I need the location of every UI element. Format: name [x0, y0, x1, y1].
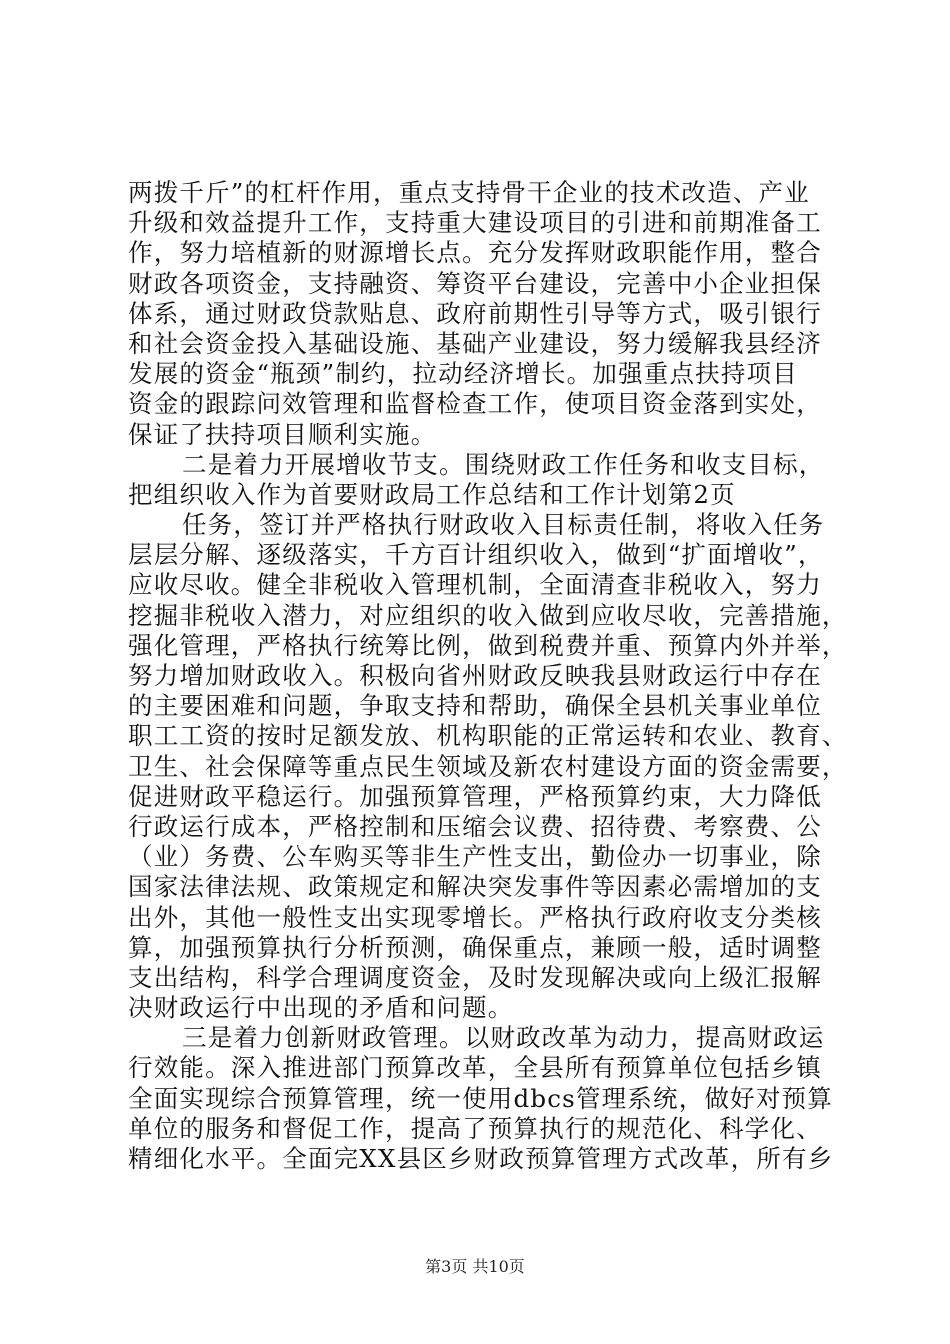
text-line: 促进财政平稳运行。加强预算管理，严格预算约束，大力降低 [128, 781, 822, 811]
text-line: 保证了扶持项目顺利实施。 [128, 419, 437, 449]
text-line: 发展的资金“瓶颈”制约，拉动经济增长。加强重点扶持项目 [128, 359, 798, 389]
text-line: 行效能。深入推进部门预算改革，全县所有预算单位包括乡镇 [128, 1053, 822, 1083]
text-line: 决财政运行中出现的矛盾和问题。 [128, 993, 514, 1023]
text-line: 支出结构，科学合理调度资金，及时发现解决或向上级汇报解 [128, 962, 822, 992]
text-line: 体系，通过财政贷款贴息、政府前期性引导等方式，吸引银行 [128, 298, 822, 328]
text-line: 国家法律法规、政策规定和解决突发事件等因素必需增加的支 [128, 872, 822, 902]
text-line: 挖掘非税收入潜力，对应组织的收入做到应收尽收，完善措施， [128, 600, 848, 630]
text-line: 资金的跟踪问效管理和监督检查工作，使项目资金落到实处， [128, 389, 822, 419]
text-line: 强化管理，严格执行统筹比例，做到税费并重、预算内外并举， [128, 630, 848, 660]
text-line: 应收尽收。健全非税收入管理机制，全面清查非税收入，努力 [128, 570, 822, 600]
text-line: 精细化水平。全面完XX县区乡财政预算管理方式改革，所有乡 [128, 1144, 834, 1173]
text-line: 职工工资的按时足额发放、机构职能的正常运转和农业、教育、 [128, 721, 848, 751]
text-line: 任务，签订并严格执行财政收入目标责任制，将收入任务 [182, 510, 825, 540]
text-line: 二是着力开展增收节支。围绕财政工作任务和收支目标， [182, 449, 825, 479]
text-line: 的主要困难和问题，争取支持和帮助，确保全县机关事业单位 [128, 691, 822, 721]
text-line: 层层分解、逐级落实，千方百计组织收入，做到“扩面增收”， [128, 540, 824, 570]
text-line: （业）务费、公车购买等非生产性支出，勤俭办一切事业，除 [128, 842, 822, 872]
text-line: 两拨千斤”的杠杆作用，重点支持骨干企业的技术改造、产业 [128, 178, 810, 207]
text-line: 算，加强预算执行分析预测，确保重点，兼顾一般，适时调整 [128, 932, 822, 962]
text-line: 出外，其他一般性支出实现零增长。严格执行政府收支分类核 [128, 902, 822, 932]
page-footer: 第3页 共10页 [425, 1257, 525, 1276]
text-line: 行政运行成本，严格控制和压缩会议费、招待费、考察费、公 [128, 811, 822, 841]
text-line: 作，努力培植新的财源增长点。充分发挥财政职能作用，整合 [128, 238, 822, 268]
text-line: 全面实现综合预算管理，统一使用dbcs管理系统，做好对预算 [128, 1083, 833, 1113]
text-line: 三是着力创新财政管理。以财政改革为动力，提高财政运 [182, 1023, 825, 1053]
text-line: 卫生、社会保障等重点民生领域及新农村建设方面的资金需要， [128, 751, 848, 781]
text-line: 单位的服务和督促工作，提高了预算执行的规范化、科学化、 [128, 1113, 822, 1143]
text-line: 努力增加财政收入。积极向省州财政反映我县财政运行中存在 [128, 661, 822, 690]
text-line: 财政各项资金，支持融资、筹资平台建设，完善中小企业担保 [128, 268, 822, 298]
text-line: 把组织收入作为首要财政局工作总结和工作计划第2页 [128, 479, 736, 509]
text-line: 和社会资金投入基础设施、基础产业建设，努力缓解我县经济 [128, 328, 822, 358]
text-line: 升级和效益提升工作，支持重大建设项目的引进和前期准备工 [128, 208, 822, 238]
document-body [128, 178, 848, 1174]
